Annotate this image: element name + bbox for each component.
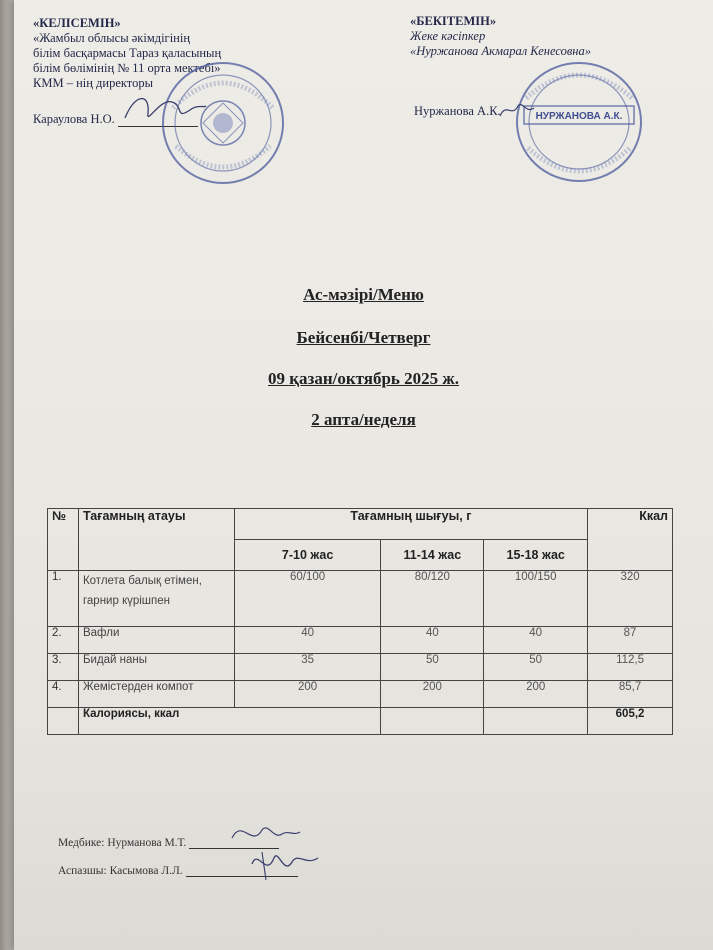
approved-signatory: Нуржанова А.К.: [414, 104, 501, 118]
entrepreneur-signature: [498, 98, 538, 122]
dish-name: Котлета балық етімен, гарнир күрішпен: [78, 571, 234, 627]
approved-line: «Нуржанова Акмарал Кенесовна»: [410, 44, 591, 58]
week-title: 2 апта/неделя: [311, 410, 416, 429]
agreed-line: білім басқармасы Тараз қаласының: [33, 46, 222, 60]
agreed-heading: «КЕЛІСЕМІН»: [33, 16, 121, 30]
yield-11-14: 200: [381, 681, 484, 708]
table-total-row: [48, 708, 673, 735]
table-row: [48, 627, 673, 654]
dish-name: Вафли: [78, 627, 234, 654]
day-title: Бейсенбі/Четверг: [296, 328, 431, 347]
yield-7-10: 60/100: [234, 571, 381, 627]
table-row: [48, 654, 673, 681]
col-header-age: 15-18 жас: [484, 540, 588, 571]
row-number: 4.: [48, 681, 79, 708]
staff-signatures: [222, 818, 332, 890]
row-number: 1.: [48, 571, 79, 627]
kcal-value: 87: [588, 627, 673, 654]
yield-7-10: 35: [234, 654, 381, 681]
table-header-row: [48, 509, 673, 540]
yield-7-10: 200: [234, 681, 381, 708]
agreed-line: «Жамбыл облысы әкімдігінің: [33, 31, 191, 45]
total-kcal: 605,2: [588, 708, 673, 735]
agreed-line: білім бөлімінің № 11 орта мектебі»: [33, 61, 221, 75]
dish-name: Жемістерден компот: [78, 681, 234, 708]
agreed-line: КММ – нің директоры: [33, 76, 153, 90]
kcal-value: 320: [588, 571, 673, 627]
yield-7-10: 40: [234, 627, 381, 654]
stamp-center-text: НУРЖАНОВА А.К.: [535, 111, 623, 122]
yield-15-18: 200: [484, 681, 588, 708]
yield-11-14: 50: [381, 654, 484, 681]
yield-11-14: 80/120: [381, 571, 484, 627]
cook-label: Аспазшы: Касымова Л.Л.: [58, 865, 183, 877]
agreed-signatory: Караулова Н.О.: [33, 112, 115, 126]
table-row: [48, 571, 673, 627]
kcal-value: 112,5: [588, 654, 673, 681]
approved-line: Жеке кәсіпкер: [410, 29, 486, 43]
nurse-label: Медбике: Нурманова М.Т.: [58, 837, 187, 849]
total-empty-cell: [381, 708, 484, 735]
col-header-number: №: [48, 509, 79, 571]
date-title: 09 қазан/октябрь 2025 ж.: [267, 369, 460, 388]
entrepreneur-seal-stamp: [512, 58, 646, 186]
col-header-yield: Тағамның шығуы, г: [234, 509, 587, 540]
kcal-value: 85,7: [588, 681, 673, 708]
total-empty-cell: [484, 708, 588, 735]
table-row: [48, 681, 673, 708]
menu-table: [47, 508, 673, 735]
col-header-dish-name: Тағамның атауы: [78, 509, 234, 571]
total-label: Калориясы, ккал: [78, 708, 380, 735]
total-number-cell: [48, 708, 79, 735]
col-header-kcal: Ккал: [588, 509, 673, 571]
dish-name: Бидай наны: [78, 654, 234, 681]
col-header-age: 7-10 жас: [234, 540, 381, 571]
approved-block: [410, 14, 591, 59]
yield-15-18: 40: [484, 627, 588, 654]
approved-heading: «БЕКІТЕМІН»: [410, 14, 497, 28]
col-header-age: 11-14 жас: [381, 540, 484, 571]
director-signature: [120, 88, 210, 128]
row-number: 3.: [48, 654, 79, 681]
yield-11-14: 40: [381, 627, 484, 654]
row-number: 2.: [48, 627, 79, 654]
yield-15-18: 50: [484, 654, 588, 681]
yield-15-18: 100/150: [484, 571, 588, 627]
menu-title: Ас-мәзірі/Меню: [303, 285, 424, 304]
